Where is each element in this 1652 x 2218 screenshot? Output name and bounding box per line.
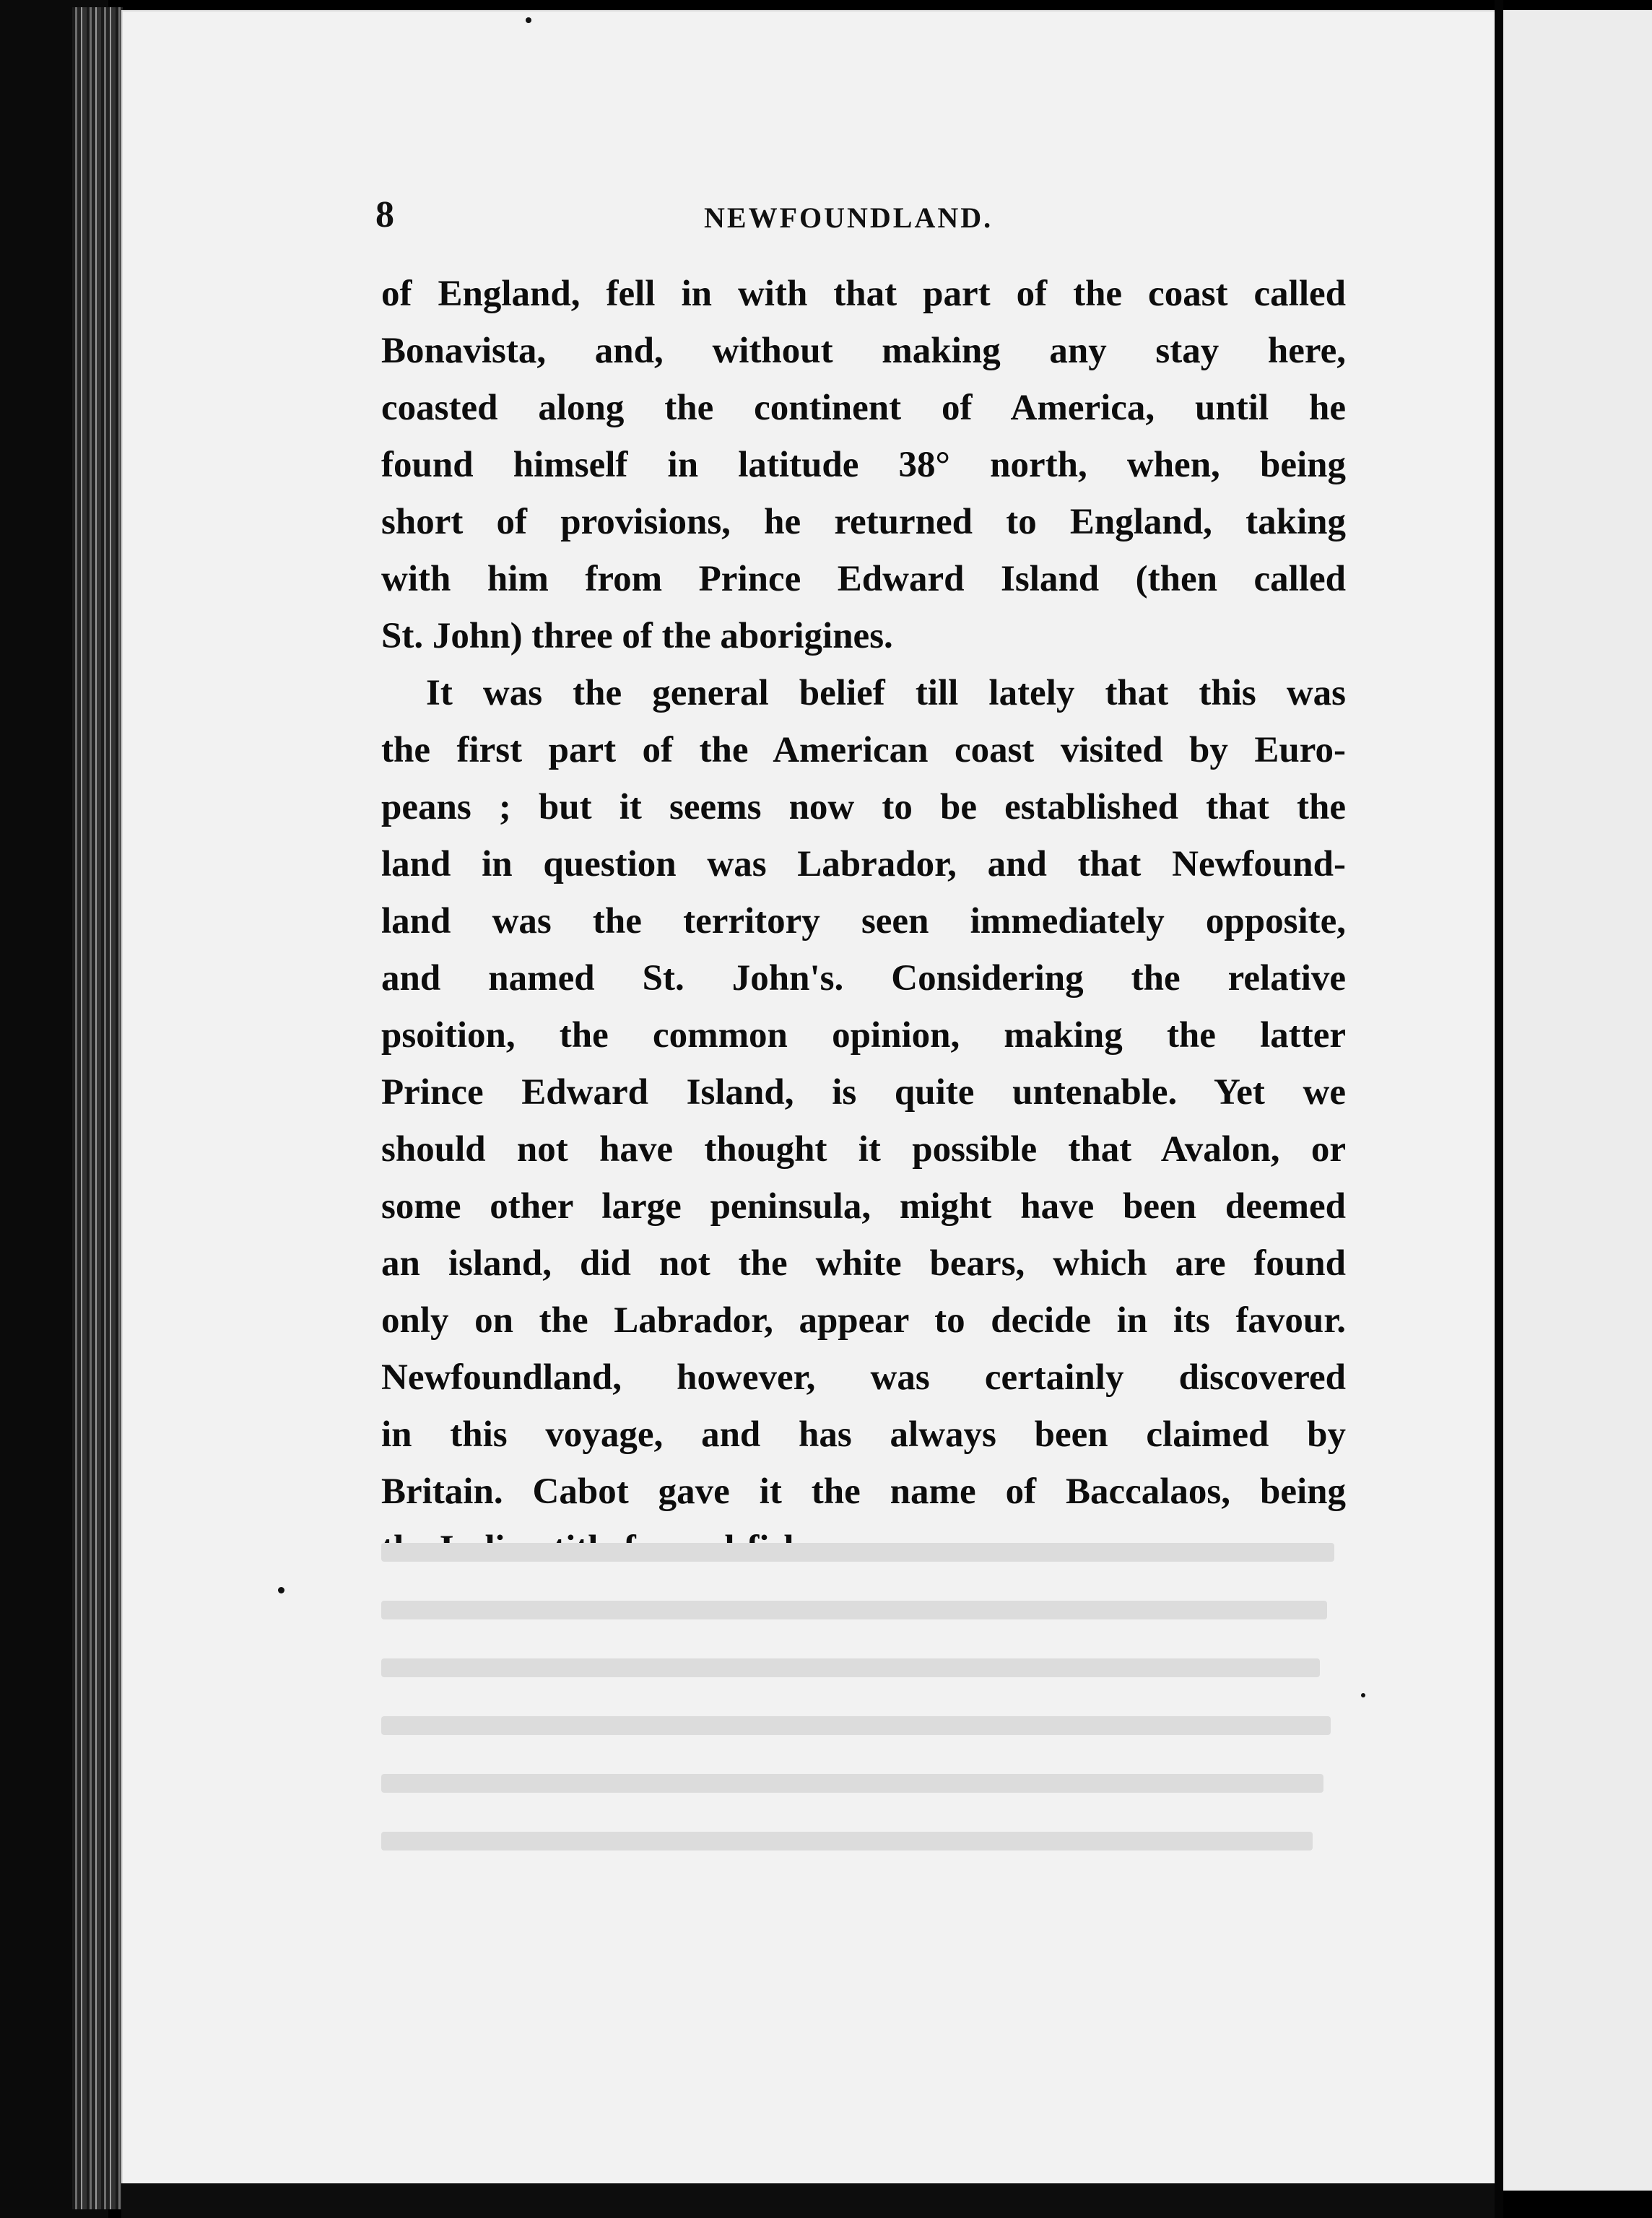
text-line: Bonavista, and, without making any stay here, bbox=[381, 331, 1346, 371]
gutter-divider bbox=[1495, 0, 1503, 2218]
text-line: coasted along the continent of America, until he bbox=[381, 388, 1346, 428]
text-line: some other large peninsula, might have been deemed bbox=[381, 1186, 1346, 1227]
text-line: of England, fell in with that part of the coast called bbox=[381, 274, 1346, 314]
text-line: land was the territory seen immediately opposite, bbox=[381, 901, 1346, 941]
dust-speck bbox=[526, 17, 531, 23]
text-line: and named St. John's. Considering the relative bbox=[381, 958, 1346, 999]
facing-page-edge bbox=[1503, 10, 1652, 2191]
text-line: found himself in latitude 38° north, when, being bbox=[381, 445, 1346, 485]
text-line: Prince Edward Island, is quite untenable. Yet we bbox=[381, 1072, 1346, 1113]
text-line: Britain. Cabot gave it the name of Baccalaos, being bbox=[381, 1471, 1346, 1512]
dust-speck bbox=[1361, 1693, 1365, 1697]
text-line: peans ; but it seems now to be established that the bbox=[381, 787, 1346, 827]
text-line: with him from Prince Edward Island (then called bbox=[381, 559, 1346, 599]
text-line: an island, did not the white bears, which are found bbox=[381, 1243, 1346, 1284]
bleed-through-text bbox=[381, 1522, 1346, 1869]
text-line: short of provisions, he returned to England, taking bbox=[381, 502, 1346, 542]
body-text bbox=[381, 266, 1346, 1578]
text-line: land in question was Labrador, and that Newfound- bbox=[381, 844, 1346, 884]
text-line: St. John) three of the aborigines. bbox=[381, 616, 893, 656]
dust-speck bbox=[278, 1587, 284, 1593]
text-line: should not have thought it possible that Avalon, or bbox=[381, 1129, 1346, 1170]
text-line: the first part of the American coast visited by Euro- bbox=[381, 730, 1346, 770]
page-title: NEWFOUNDLAND. bbox=[704, 201, 994, 234]
bottom-border bbox=[121, 2183, 1500, 2218]
text-line: It was the general belief till lately that this was bbox=[426, 673, 1346, 713]
text-line: only on the Labrador, appear to decide in its favour. bbox=[381, 1300, 1346, 1341]
text-line: psoition, the common opinion, making the latter bbox=[381, 1015, 1346, 1056]
text-line: in this voyage, and has always been claimed by bbox=[381, 1414, 1346, 1455]
page-edges-stack bbox=[72, 7, 123, 2209]
page-number: 8 bbox=[375, 194, 395, 235]
text-line: Newfoundland, however, was certainly discovered bbox=[381, 1357, 1346, 1398]
